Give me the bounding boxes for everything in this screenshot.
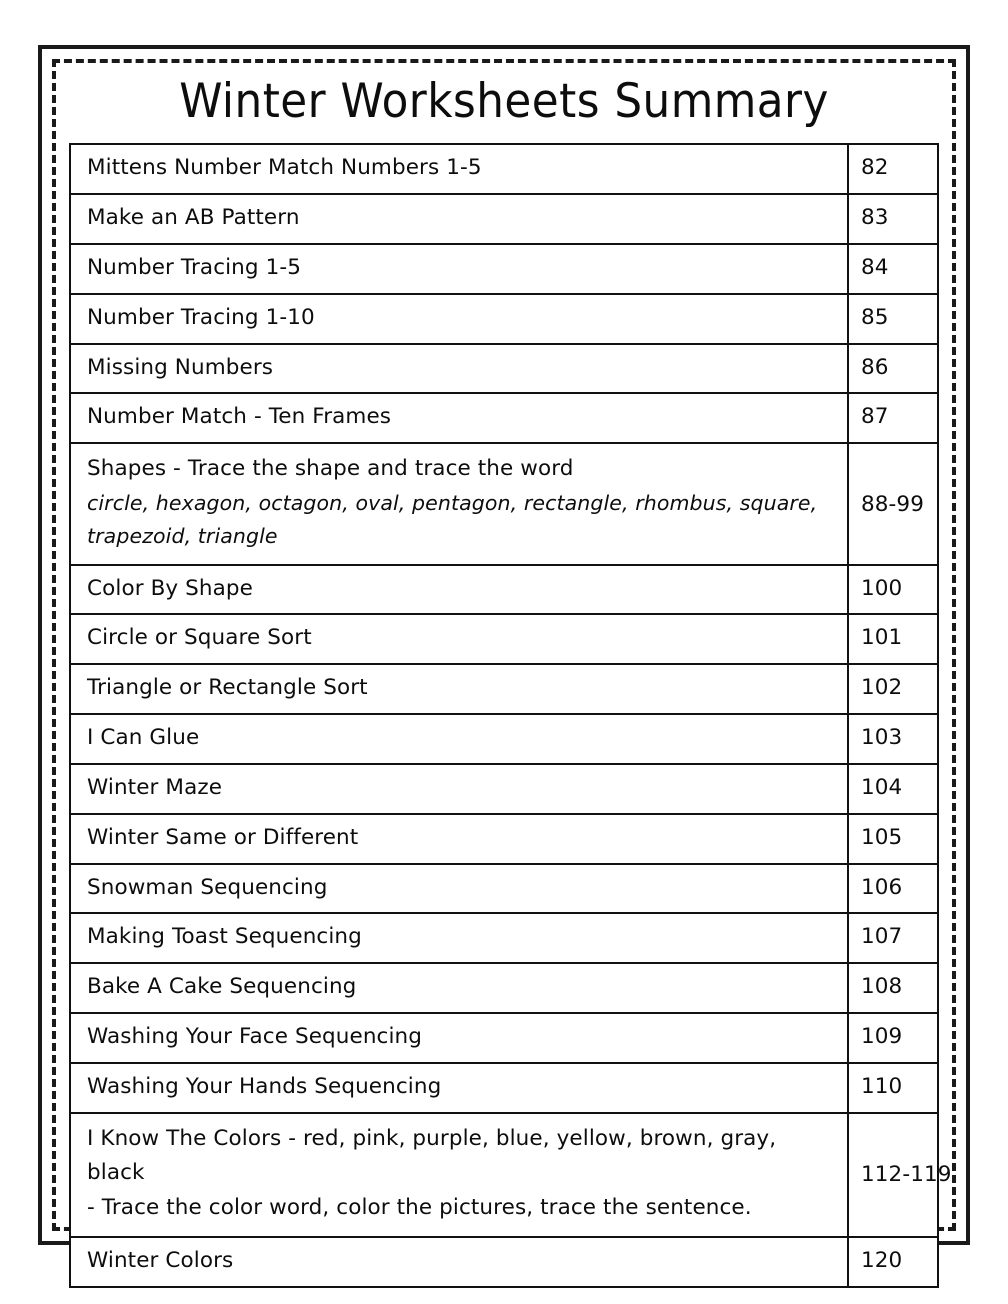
worksheet-title-text: Washing Your Face Sequencing: [87, 1024, 423, 1049]
worksheet-title-cell: [70, 664, 848, 714]
table-row: [70, 714, 938, 764]
worksheet-title-text: Triangle or Rectangle Sort: [87, 675, 368, 701]
worksheet-pages-cell: 107: [848, 913, 938, 963]
worksheet-title-cell: [70, 144, 848, 194]
worksheet-pages-cell: 102: [848, 664, 938, 714]
table-body: [70, 144, 952, 1287]
worksheets-summary-table: [69, 143, 952, 1288]
worksheet-title-cell: [70, 194, 848, 244]
worksheet-title-text: Number Tracing 1-5: [87, 255, 302, 280]
worksheet-title-text: Mittens Number Match Numbers 1-5: [87, 155, 482, 181]
worksheet-title-text: I Can Glue: [87, 725, 200, 751]
worksheet-pages-cell: 106: [848, 864, 938, 914]
table-row: [70, 814, 938, 864]
worksheet-title-cell: [70, 963, 848, 1013]
worksheet-title-cell: [70, 1113, 848, 1237]
worksheet-title-cell: [70, 344, 848, 394]
table-row: [70, 244, 938, 294]
worksheet-title-text: Winter Maze: [87, 774, 223, 800]
worksheet-subtitle-text: circle, hexagon, octagon, oval, pentagon, rectangle, rhombus, square, trapezoid, triangle: [87, 491, 818, 549]
worksheet-title-cell: [70, 814, 848, 864]
worksheet-pages-cell: 87: [848, 393, 938, 443]
worksheet-title-text: Circle or Square Sort: [87, 625, 312, 651]
worksheet-title-cell: [70, 1063, 848, 1113]
table-row: [70, 614, 938, 664]
table-row: [70, 194, 938, 244]
worksheet-pages-cell: 86: [848, 344, 938, 394]
worksheet-pages-cell: 84: [848, 244, 938, 294]
worksheet-pages-cell: 83: [848, 194, 938, 244]
worksheet-title-cell: [70, 244, 848, 294]
worksheet-subtitle-text: - Trace the color word, color the pictures, trace the sentence.: [87, 1195, 752, 1221]
table-row: [70, 443, 938, 564]
table-row: [70, 1013, 938, 1063]
worksheet-title-text: I Know The Colors - red, pink, purple, blue, yellow, brown, gray, black: [87, 1125, 777, 1186]
worksheet-pages-cell: 88-99: [848, 443, 938, 564]
table-row: [70, 963, 938, 1013]
table-row: [70, 913, 938, 963]
worksheet-pages-cell: 100: [848, 565, 938, 615]
worksheet-title-cell: [70, 294, 848, 344]
table-row: [70, 864, 938, 914]
worksheet-title-text: Make an AB Pattern: [87, 205, 300, 231]
table-row: [70, 1113, 938, 1237]
table-row: [70, 1063, 938, 1113]
worksheet-pages-cell: 82: [848, 144, 938, 194]
worksheet-title-cell: [70, 1013, 848, 1063]
table-row: [70, 344, 938, 394]
worksheet-title-cell: [70, 864, 848, 914]
worksheet-title-text: Snowman Sequencing: [87, 874, 328, 900]
worksheet-title-text: Number Match - Ten Frames: [87, 404, 392, 430]
worksheet-title-text: Color By Shape: [87, 575, 253, 601]
table-row: [70, 1237, 938, 1287]
worksheet-title-cell: [70, 443, 848, 564]
worksheet-title-cell: [70, 393, 848, 443]
table-row: [70, 144, 938, 194]
worksheet-pages-cell: 103: [848, 714, 938, 764]
worksheet-pages-cell: 104: [848, 764, 938, 814]
table-row: [70, 393, 938, 443]
table-row: [70, 565, 938, 615]
worksheet-title-cell: [70, 913, 848, 963]
worksheet-pages-cell: 108: [848, 963, 938, 1013]
worksheet-title-text: Winter Colors: [87, 1248, 234, 1274]
table-row: [70, 664, 938, 714]
page-title: Winter Worksheets Summary: [179, 74, 829, 129]
worksheet-title-cell: [70, 764, 848, 814]
worksheet-title-text: Winter Same or Different: [87, 824, 359, 850]
worksheet-title-text: Bake A Cake Sequencing: [87, 974, 357, 1000]
worksheet-pages-cell: 105: [848, 814, 938, 864]
worksheet-pages-cell: 109: [848, 1013, 938, 1063]
worksheet-title-cell: [70, 1237, 848, 1287]
worksheet-title-text: Making Toast Sequencing: [87, 924, 362, 950]
table-row: [70, 764, 938, 814]
worksheet-title-cell: [70, 614, 848, 664]
worksheet-title-cell: [70, 714, 848, 764]
worksheet-pages-cell: 112-119: [848, 1113, 938, 1237]
worksheet-title-text: Washing Your Hands Sequencing: [87, 1073, 442, 1099]
worksheet-title-cell: [70, 565, 848, 615]
page-frame: [38, 45, 970, 1274]
worksheet-title-text: Missing Numbers: [87, 354, 274, 380]
worksheet-title-text: Shapes - Trace the shape and trace the word: [87, 456, 574, 482]
page-content: [42, 49, 966, 1274]
worksheet-pages-cell: 101: [848, 614, 938, 664]
worksheet-title-text: Number Tracing 1-10: [87, 304, 315, 330]
worksheet-pages-cell: 120: [848, 1237, 938, 1287]
worksheet-pages-cell: 110: [848, 1063, 938, 1113]
worksheet-pages-cell: 85: [848, 294, 938, 344]
table-row: [70, 294, 938, 344]
